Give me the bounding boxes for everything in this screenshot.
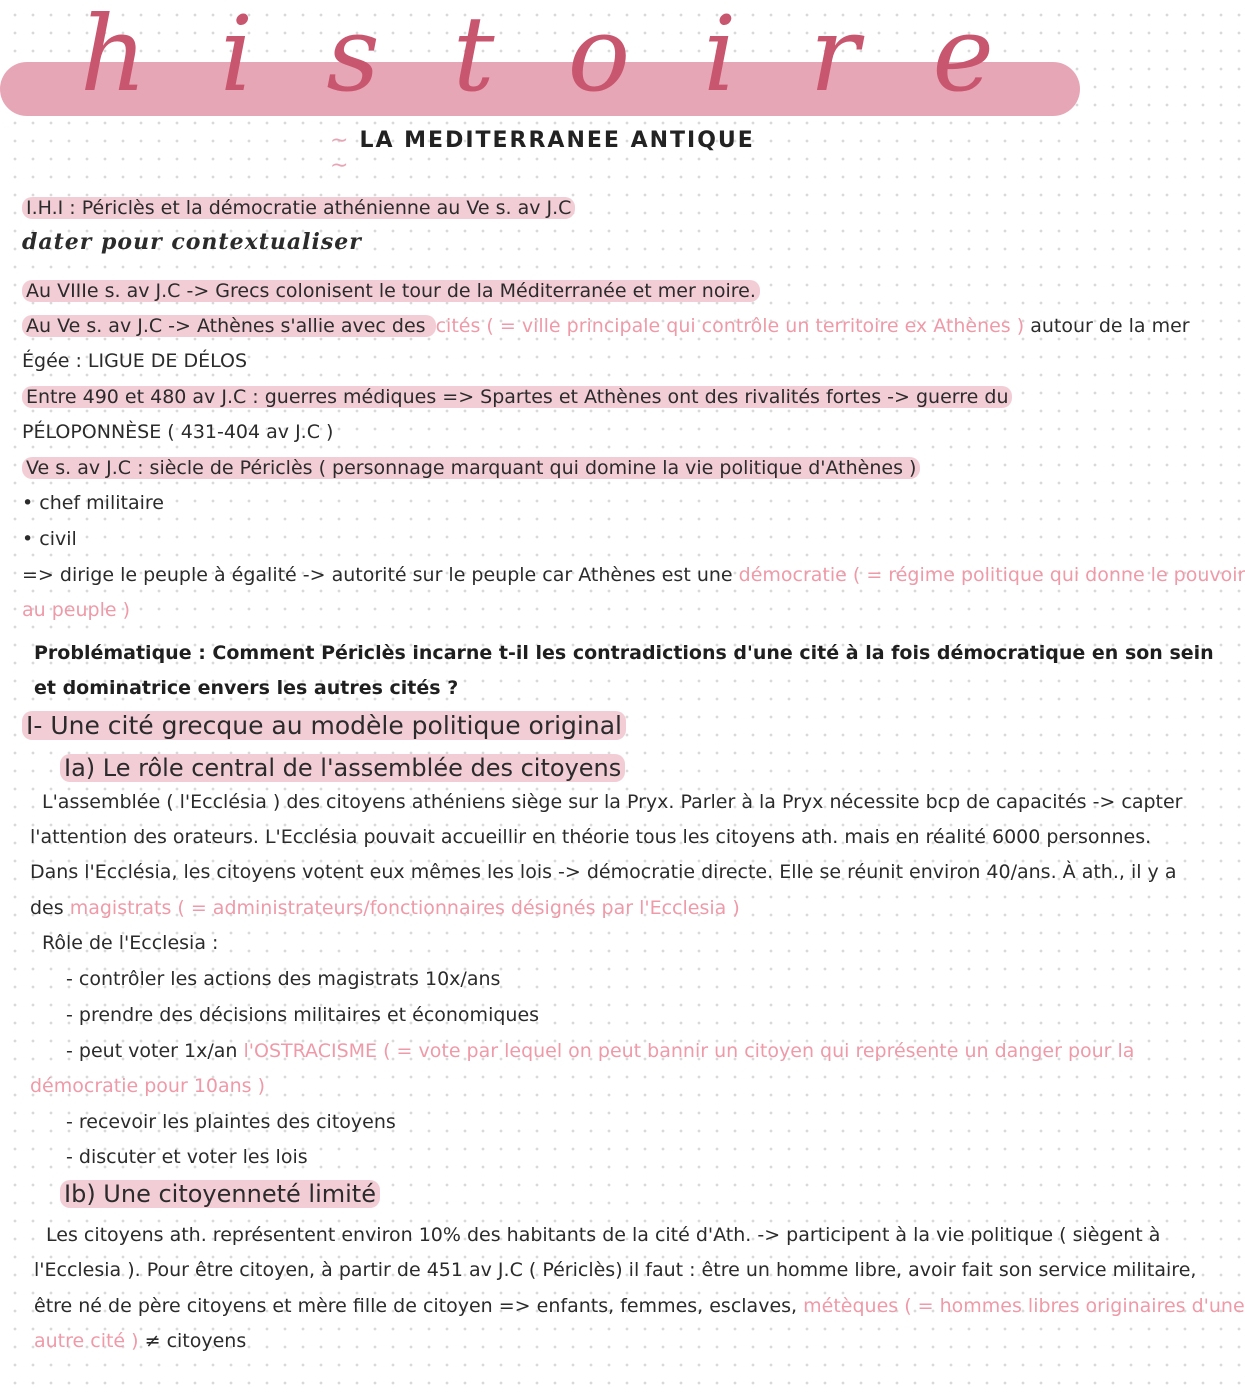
text-line: Ve s. av J.C : siècle de Périclès ( personnage marquant qui domine la vie politique d'Athènes ) (22, 456, 1062, 480)
definition-cites: cités ( = ville principale qui contrôle un territoire ex Athènes ) (435, 315, 1025, 337)
list-item: démocratie pour 10ans ) (30, 1075, 266, 1097)
wave-decoration-icon: ∼ (330, 153, 351, 178)
text-line: Au VIIIe s. av J.C -> Grecs colonisent le tour de la Méditerranée et mer noire. (22, 279, 1062, 303)
definition-meteques: métèques ( = hommes libres originaires d'une (803, 1295, 1245, 1317)
list-item: - contrôler les actions des magistrats 10x/ans (66, 968, 501, 990)
title-letter: r (809, 0, 866, 115)
section-heading: I- Une cité grecque au modèle politique original (22, 714, 1062, 738)
definition-democratie: démocratie ( = régime politique qui donne le pouvoir (738, 564, 1245, 586)
page-title (80, 0, 1000, 114)
text-line: Égée : LIGUE DE DÉLOS (22, 350, 248, 372)
problematique: Problématique : Comment Périclès incarne t-il les contradictions d'une cité à la fois démocratique en son sein (34, 642, 1214, 664)
list-item: - discuter et voter les lois (66, 1146, 308, 1168)
text-line: • chef militaire (22, 492, 164, 514)
ihi-heading: I.H.I : Périclès et la démocratie athénienne au Ve s. av J.C (22, 196, 1062, 220)
paragraph-line: Dans l'Ecclésia, les citoyens votent eux mêmes les lois -> démocratie directe. Elle se réunit environ 40/ans. À ath., il y a (30, 861, 1177, 883)
subtitle: ∼ LA MEDITERRANEE ANTIQUE ∼ (330, 128, 755, 178)
text-line: • civil (22, 528, 77, 550)
list-item: - peut voter 1x/an l'OSTRACISME ( = vote par lequel on peut bannir un citoyen qui représente un danger pour la (66, 1040, 1135, 1062)
paragraph-line: Les citoyens ath. représentent environ 10% des habitants de la cité d'Ath. -> participent à la vie politique ( siègent à (46, 1224, 1161, 1246)
list-item: - recevoir les plaintes des citoyens (66, 1111, 396, 1133)
title-letter: i (220, 0, 260, 115)
paragraph-line: l'attention des orateurs. L'Ecclésia pouvait accueillir en théorie tous les citoyens ath. mais en réalité 6000 personnes. (30, 826, 1152, 848)
title-letter: t (452, 0, 501, 115)
paragraph-line: des magistrats ( = administrateurs/fonctionnaires désignés par l'Ecclesia ) (30, 897, 740, 919)
definition-magistrats: magistrats ( = administrateurs/fonctionnaires désignés par l'Ecclesia ) (69, 897, 740, 919)
title-letter: o (567, 0, 637, 115)
paragraph-line: l'Ecclesia ). Pour être citoyen, à partir de 451 av J.C ( Périclès) il faut : être un homme libre, avoir fait son service militaire, (34, 1259, 1197, 1281)
definition-ostracisme: l'OSTRACISME ( = vote par lequel on peut bannir un citoyen qui représente un danger pour la (243, 1040, 1135, 1062)
title-letter: e (932, 0, 1000, 115)
text-line: Entre 490 et 480 av J.C : guerres médiques => Spartes et Athènes ont des rivalités fortes -> guerre du (22, 385, 1062, 409)
problematique: et dominatrice envers les autres cités ? (34, 677, 459, 699)
dater-note: dater pour contextualiser (22, 229, 362, 255)
list-item: - prendre des décisions militaires et économiques (66, 1004, 540, 1026)
paragraph-line: L'assemblée ( l'Ecclésia ) des citoyens athéniens siège sur la Pryx. Parler à la Pryx nécessite bcp de capacités -> capter (42, 791, 1183, 813)
text-line: Au Ve s. av J.C -> Athènes s'allie avec des cités ( = ville principale qui contrôle un territoire ex Athènes ) autour de la mer (22, 314, 1062, 338)
wave-decoration-icon: ∼ (330, 128, 360, 153)
title-letter: i (703, 0, 743, 115)
subsection-heading: Ib) Une citoyenneté limité (60, 1182, 1100, 1206)
paragraph-line: être né de père citoyens et mère fille de citoyen => enfants, femmes, esclaves, métèques ( = hommes libres originaires d'une (34, 1295, 1245, 1317)
paragraph-line: autre cité ) ≠ citoyens (34, 1330, 247, 1352)
text-line: => dirige le peuple à égalité -> autorité sur le peuple car Athènes est une démocratie ( = régime politique qui donne le pouvoir (22, 564, 1245, 586)
role-heading: Rôle de l'Ecclesia : (42, 932, 219, 954)
text-line: au peuple ) (22, 599, 130, 621)
title-letter: h (80, 0, 153, 115)
subsection-heading: Ia) Le rôle central de l'assemblée des citoyens (60, 756, 1100, 780)
title-letter: s (326, 0, 386, 115)
text-line: PÉLOPONNÈSE ( 431-404 av J.C ) (22, 421, 334, 443)
